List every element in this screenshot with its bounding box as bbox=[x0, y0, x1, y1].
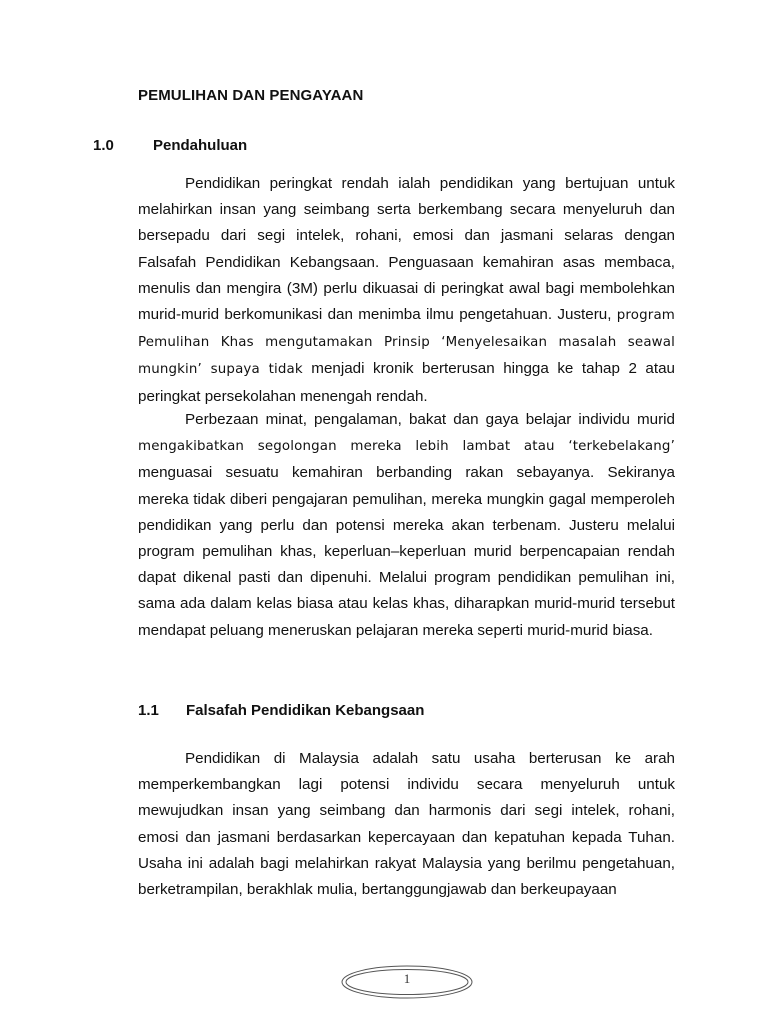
paragraph-text: program Pemulihan Khas mengutamakan Prinsip ‘Menyelesaikan masalah seawal mungkin’ supaya tidak bbox=[138, 308, 675, 378]
subsection-number: 1.1 bbox=[138, 702, 159, 719]
document-title: PEMULIHAN DAN PENGAYAAN bbox=[138, 87, 364, 104]
paragraph-text: Pendidikan peringkat rendah ialah pendidikan yang bertujuan untuk melahirkan insan yang seimbang serta berkembang secara menyeluruh dan bersepadu dari segi intelek, rohani, emosi dan jasmani selaras dengan Falsafah Pendidikan Kebangsaan. Penguasaan kemahiran asas membaca, menulis dan mengira (3M) perlu dikuasai di peringkat awal bagi membolehkan murid-murid berkomunikasi dan menimba ilmu pengetahuan. Justeru, bbox=[138, 175, 675, 324]
page-number: 1 bbox=[403, 971, 411, 986]
paragraph-intro bbox=[138, 171, 675, 410]
paragraph-differences bbox=[138, 407, 675, 644]
paragraph-text: menjadi kronik berterusan hingga ke tahap 2 atau peringkat persekolahan menengah rendah. bbox=[138, 360, 675, 405]
paragraph-text: Perbezaan minat, pengalaman, bakat dan gaya belajar individu murid bbox=[185, 411, 675, 428]
paragraph-philosophy bbox=[138, 746, 675, 903]
section-heading: Pendahuluan bbox=[153, 137, 248, 154]
section-number: 1.0 bbox=[93, 137, 114, 154]
subsection-heading: Falsafah Pendidikan Kebangsaan bbox=[186, 702, 425, 719]
paragraph-text: mengakibatkan segolongan mereka lebih lambat atau ‘terkebelakang’ bbox=[138, 439, 675, 455]
paragraph-text: menguasai sesuatu kemahiran berbanding rakan sebayanya. Sekiranya mereka tidak diberi pengajaran pemulihan, mereka mungkin gagal memperoleh pendidikan yang perlu dan potensi mereka akan terbenam. Justeru melalui program pemulihan khas, keperluan–keperluan murid berpencapaian rendah dapat dikenal pasti dan dipenuhi. Melalui program pendidikan pemulihan ini, sama ada dalam kelas biasa atau kelas khas, diharapkan murid-murid tersebut mendapat peluang meneruskan pelajaran mereka seperti murid-murid biasa. bbox=[138, 464, 675, 639]
paragraph-text: Pendidikan di Malaysia adalah satu usaha berterusan ke arah memperkembangkan lagi potensi individu secara menyeluruh untuk mewujudkan insan yang seimbang dan harmonis dari segi intelek, rohani, emosi dan jasmani berdasarkan kepercayaan dan kepatuhan kepada Tuhan. Usaha ini adalah bagi melahirkan rakyat Malaysia yang berilmu pengetahuan, berketrampilan, berakhlak mulia, bertanggungjawab dan berkeupayaan bbox=[138, 750, 675, 899]
